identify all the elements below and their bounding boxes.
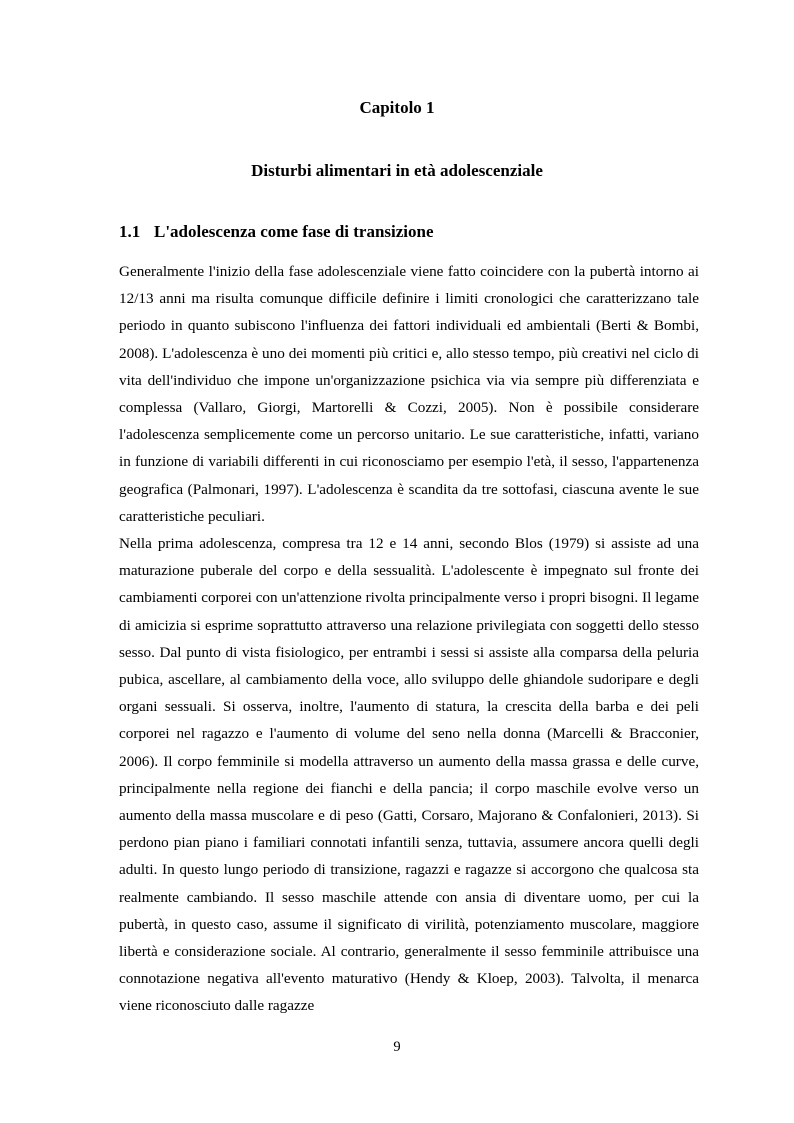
chapter-title: Disturbi alimentari in età adolescenziale — [251, 161, 543, 180]
paragraph: Nella prima adolescenza, compresa tra 12 e 14 anni, secondo Blos (1979) si assiste ad una maturazione puberale del corpo e della sessualità. L'adolescente è impegnato sul fronte dei cambiamenti corporei con un'attenzione rivolta principalmente verso i propri bisogni. Il legame di amicizia si esprime soprattutto attraverso una relazione privilegiata con soggetti dello stesso sesso. Dal punto di vista fisiologico, per entrambi i sessi si assiste alla comparsa della peluria pubica, ascellare, al cambiamento della voce, allo sviluppo delle ghiandole sudoripare e degli organi sessuali. Si osserva, inoltre, l'aumento di statura, la crescita della barba e dei peli corporei nel ragazzo e l'aumento di volume del seno nella donna (Marcelli & Bracconier, 2006). Il corpo femminile si modella attraverso un aumento della massa grassa e delle curve, principalmente nella regione dei fianchi e della pancia; il corpo maschile evolve verso un aumento della massa muscolare e di peso (Gatti, Corsaro, Majorano & Confalonieri, 2013). Si perdono pian piano i familiari connotati infantili senza, tuttavia, assumere ancora quelli degli adulti. In questo lungo periodo di transizione, ragazzi e ragazze si accorgono che qualcosa sta realmente cambiando. Il sesso maschile attende con ansia di diventare uomo, per cui la pubertà, in questo caso, assume il significato di virilità, potenziamento muscolare, maggiore libertà e considerazione sociale. Al contrario, generalmente il sesso femminile attribuisce una connotazione negativa all'evento maturativo (Hendy & Kloep, 2003). Talvolta, il menarca viene riconosciuto dalle ragazze — [119, 535, 699, 1015]
section-heading — [119, 222, 434, 242]
page-number: 9 — [393, 1039, 401, 1055]
section-title: L'adolescenza come fase di transizione — [154, 222, 434, 241]
section-number: 1.1 — [119, 222, 141, 241]
chapter-label: Capitolo 1 — [359, 98, 435, 117]
body-text — [119, 258, 699, 1020]
paragraph: Generalmente l'inizio della fase adolescenziale viene fatto coincidere con la pubertà intorno ai 12/13 anni ma risulta comunque difficile definire i limiti cronologici che caratterizzano tale periodo in quanto subiscono l'influenza dei fattori individuali ed ambientali (Berti & Bombi, 2008). L'adolescenza è uno dei momenti più critici e, allo stesso tempo, più creativi nel ciclo di vita dell'individuo che impone un'organizzazione psichica via via sempre più differenziata e complessa (Vallaro, Giorgi, Martorelli & Cozzi, 2005). Non è possibile considerare l'adolescenza semplicemente come un percorso unitario. Le sue caratteristiche, infatti, variano in funzione di variabili differenti in cui riconosciamo per esempio l'età, il sesso, l'appartenenza geografica (Palmonari, 1997). L'adolescenza è scandita da tre sottofasi, ciascuna avente le sue caratteristiche peculiari. — [119, 263, 699, 525]
